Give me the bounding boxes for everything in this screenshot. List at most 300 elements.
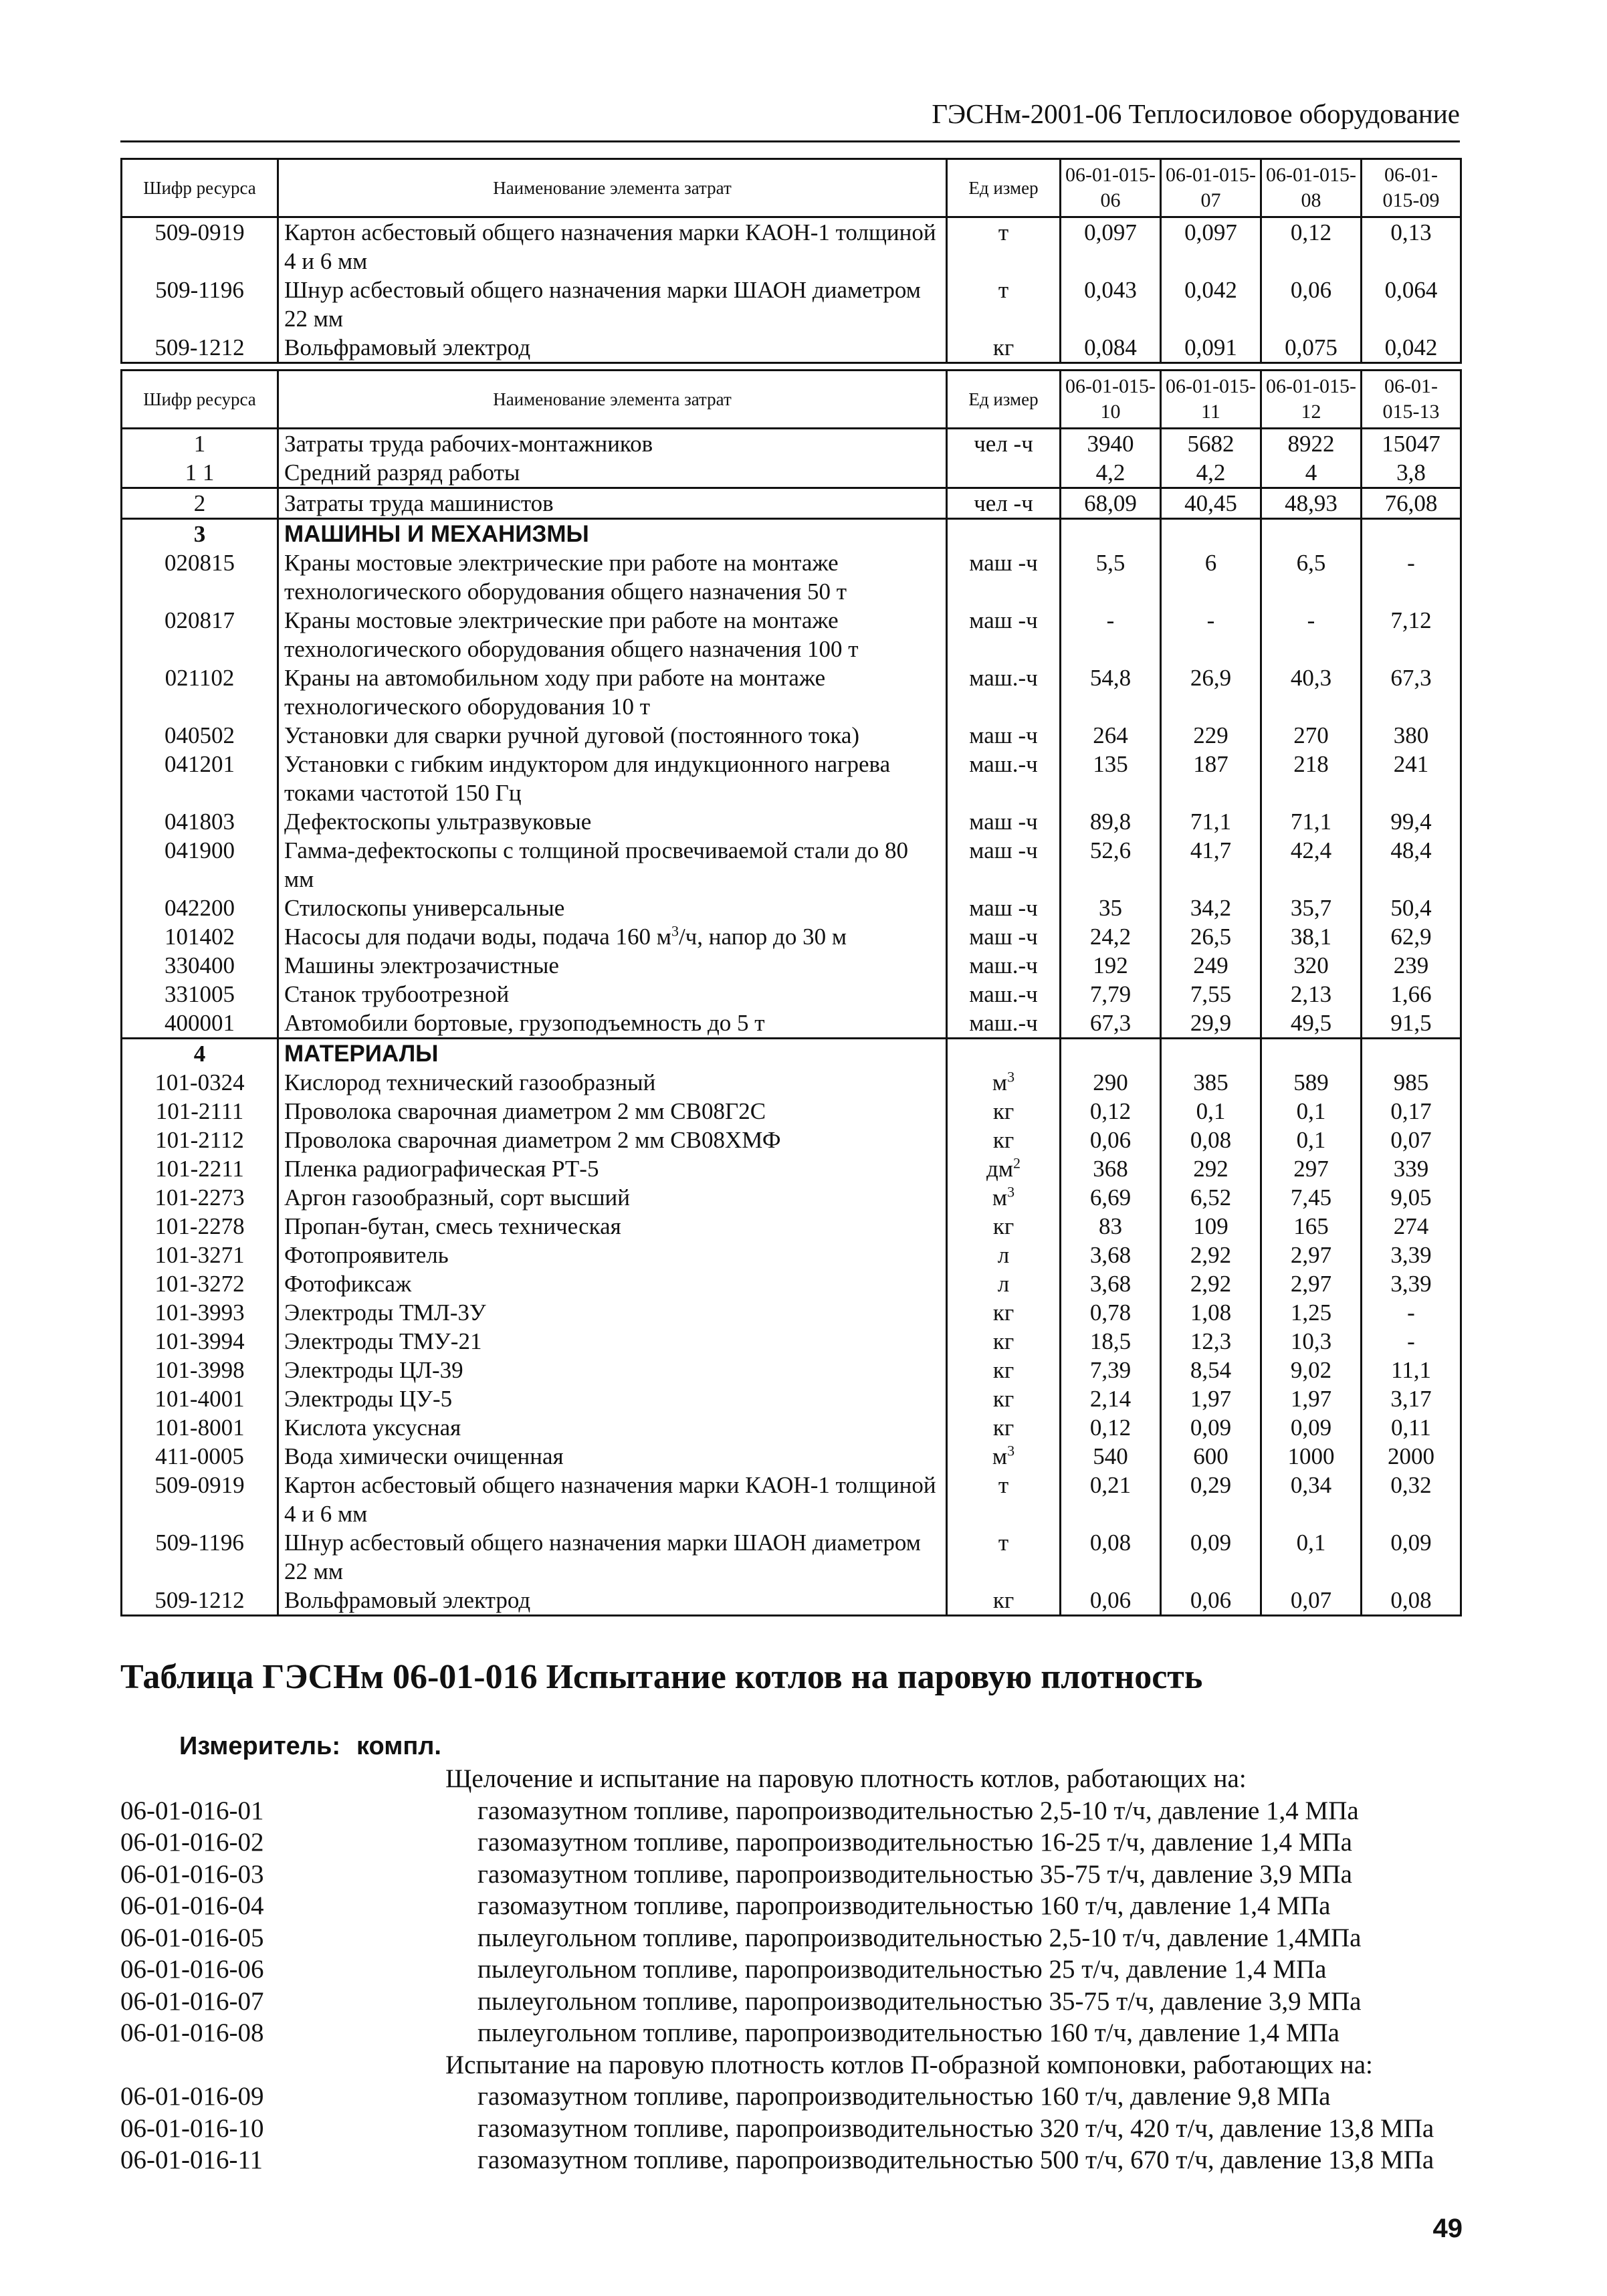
- name-cell: Автомобили бортовые, грузоподъемность до 5 т: [278, 1009, 947, 1039]
- value-cell: 2,97: [1261, 1269, 1362, 1298]
- value-cell: 0,043: [1061, 276, 1161, 333]
- value-cell: 274: [1362, 1212, 1461, 1241]
- list-item: [120, 2144, 1478, 2176]
- value-cell: 71,1: [1261, 807, 1362, 836]
- value-cell: 7,45: [1261, 1183, 1362, 1212]
- value-cell: 2,92: [1161, 1269, 1261, 1298]
- code-cell: 101-4001: [122, 1384, 278, 1413]
- name-cell: Установки с гибким индуктором для индукционного нагрева токами частотой 150 Гц: [278, 750, 947, 807]
- value-cell: 62,9: [1362, 922, 1461, 951]
- value-cell: 0,78: [1061, 1298, 1161, 1327]
- table-row: [122, 807, 1461, 836]
- unit-cell: кг: [947, 1126, 1061, 1154]
- header-col-1: 06-01-015-10: [1061, 371, 1161, 429]
- value-cell: 24,2: [1061, 922, 1161, 951]
- item-code: 06-01-016-01: [120, 1796, 264, 1825]
- name-cell: Электроды ЦУ-5: [278, 1384, 947, 1413]
- value-cell: 0,13: [1362, 217, 1461, 276]
- item-description: газомазутном топливе, паропроизводительностью 160 т/ч, давление 9,8 МПа: [477, 2082, 1331, 2111]
- value-cell: 12,3: [1161, 1327, 1261, 1356]
- value-cell: 42,4: [1261, 836, 1362, 894]
- table-row: [122, 1586, 1461, 1616]
- value-cell: 5682: [1161, 429, 1261, 459]
- header-code: Шифр ресурса: [122, 371, 278, 429]
- unit-cell: маш -ч: [947, 721, 1061, 750]
- value-cell: -: [1362, 1298, 1461, 1327]
- value-cell: 292: [1161, 1154, 1261, 1183]
- value-cell: 600: [1161, 1442, 1261, 1471]
- table-row: [122, 1126, 1461, 1154]
- name-cell: Электроды ТМУ-21: [278, 1327, 947, 1356]
- value-cell: 7,55: [1161, 980, 1261, 1009]
- value-cell: 1,97: [1161, 1384, 1261, 1413]
- code-cell: 042200: [122, 894, 278, 922]
- value-cell: 10,3: [1261, 1327, 1362, 1356]
- table-row: [122, 1413, 1461, 1442]
- value-cell: 40,45: [1161, 488, 1261, 519]
- value-cell: 0,09: [1261, 1413, 1362, 1442]
- value-cell: 41,7: [1161, 836, 1261, 894]
- unit-cell: маш.-ч: [947, 1009, 1061, 1039]
- list-item: [120, 2017, 1478, 2049]
- value-cell: 6,5: [1261, 548, 1362, 606]
- unit-cell: кг: [947, 333, 1061, 363]
- value-cell: 38,1: [1261, 922, 1362, 951]
- value-cell: 0,12: [1061, 1097, 1161, 1126]
- name-cell: Проволока сварочная диаметром 2 мм СВ08Г2С: [278, 1097, 947, 1126]
- unit-cell: $дм^2$: [947, 1154, 1061, 1183]
- value-cell: 6,52: [1161, 1183, 1261, 1212]
- list-item: [120, 1954, 1478, 1986]
- code-cell: 509-1212: [122, 333, 278, 363]
- value-cell: 1,08: [1161, 1298, 1261, 1327]
- name-cell: Картон асбестовый общего назначения марки КАОН-1 толщиной 4 и 6 мм: [278, 217, 947, 276]
- value-cell: 135: [1061, 750, 1161, 807]
- code-cell: 101-8001: [122, 1413, 278, 1442]
- table-row: [122, 721, 1461, 750]
- code-cell: 2: [122, 488, 278, 519]
- table-row: [122, 951, 1461, 980]
- code-cell: 101-2273: [122, 1183, 278, 1212]
- item-code: 06-01-016-10: [120, 2113, 264, 2143]
- value-cell: [1362, 1039, 1461, 1069]
- code-cell: 3: [122, 519, 278, 549]
- page-number: 49: [1432, 2214, 1463, 2243]
- unit-cell: [947, 519, 1061, 549]
- header-col-3: 06-01-015-08: [1261, 159, 1362, 217]
- table-row: [122, 1471, 1461, 1528]
- value-cell: 165: [1261, 1212, 1362, 1241]
- value-cell: 11,1: [1362, 1356, 1461, 1384]
- value-cell: 290: [1061, 1068, 1161, 1097]
- value-cell: 3940: [1061, 429, 1161, 459]
- value-cell: 5,5: [1061, 548, 1161, 606]
- value-cell: 0,09: [1161, 1413, 1261, 1442]
- value-cell: 3,39: [1362, 1269, 1461, 1298]
- header-name: Наименование элемента затрат: [278, 159, 947, 217]
- item-description: газомазутном топливе, паропроизводительностью 500 т/ч, 670 т/ч, давление 13,8 МПа: [477, 2146, 1434, 2174]
- unit-cell: кг: [947, 1097, 1061, 1126]
- value-cell: 8922: [1261, 429, 1362, 459]
- item-code: 06-01-016-07: [120, 1986, 264, 2016]
- code-cell: 330400: [122, 951, 278, 980]
- code-cell: 1: [122, 429, 278, 459]
- value-cell: 34,2: [1161, 894, 1261, 922]
- value-cell: 187: [1161, 750, 1261, 807]
- value-cell: 99,4: [1362, 807, 1461, 836]
- item-code: 06-01-016-08: [120, 2018, 264, 2047]
- name-cell: Затраты труда рабочих-монтажников: [278, 429, 947, 459]
- value-cell: 0,29: [1161, 1471, 1261, 1528]
- code-cell: 509-1196: [122, 276, 278, 333]
- value-cell: 0,08: [1161, 1126, 1261, 1154]
- value-cell: 385: [1161, 1068, 1261, 1097]
- name-cell: Машины электрозачистные: [278, 951, 947, 980]
- name-cell: Проволока сварочная диаметром 2 мм СВ08ХМФ: [278, 1126, 947, 1154]
- unit-cell: $м^3$: [947, 1442, 1061, 1471]
- value-cell: 0,042: [1362, 333, 1461, 363]
- code-cell: 509-1212: [122, 1586, 278, 1616]
- value-cell: 0,06: [1061, 1586, 1161, 1616]
- unit-cell: маш.-ч: [947, 750, 1061, 807]
- header-col-3: 06-01-015-12: [1261, 371, 1362, 429]
- value-cell: [1261, 1039, 1362, 1069]
- value-cell: 0,1: [1261, 1097, 1362, 1126]
- value-cell: 48,4: [1362, 836, 1461, 894]
- value-cell: 0,09: [1161, 1528, 1261, 1586]
- table-row: [122, 1384, 1461, 1413]
- value-cell: 540: [1061, 1442, 1161, 1471]
- value-cell: 0,064: [1362, 276, 1461, 333]
- name-cell: Затраты труда машинистов: [278, 488, 947, 519]
- item-code: 06-01-016-02: [120, 1828, 264, 1857]
- value-cell: -: [1362, 548, 1461, 606]
- unit-cell: л: [947, 1241, 1061, 1269]
- value-cell: 229: [1161, 721, 1261, 750]
- value-cell: 264: [1061, 721, 1161, 750]
- code-cell: 020817: [122, 606, 278, 663]
- code-cell: 101-3994: [122, 1327, 278, 1356]
- value-cell: 320: [1261, 951, 1362, 980]
- table-row: [122, 1068, 1461, 1097]
- value-cell: 589: [1261, 1068, 1362, 1097]
- meter-line: [179, 1732, 441, 1761]
- name-cell: Фотофиксаж: [278, 1269, 947, 1298]
- code-cell: 040502: [122, 721, 278, 750]
- value-cell: 18,5: [1061, 1327, 1161, 1356]
- code-cell: 400001: [122, 1009, 278, 1039]
- value-cell: [1061, 1039, 1161, 1069]
- value-cell: 2,97: [1261, 1241, 1362, 1269]
- code-cell: 020815: [122, 548, 278, 606]
- item-code: 06-01-016-05: [120, 1923, 264, 1952]
- value-cell: 241: [1362, 750, 1461, 807]
- value-cell: 6,69: [1061, 1183, 1161, 1212]
- unit-cell: чел -ч: [947, 488, 1061, 519]
- value-cell: 1,66: [1362, 980, 1461, 1009]
- value-cell: 2,14: [1061, 1384, 1161, 1413]
- value-cell: 0,21: [1061, 1471, 1161, 1528]
- value-cell: 0,11: [1362, 1413, 1461, 1442]
- list-item: [120, 1986, 1478, 2018]
- table-row: [122, 1442, 1461, 1471]
- page-header: [120, 91, 1460, 142]
- value-cell: 4: [1261, 458, 1362, 488]
- name-cell: Аргон газообразный, сорт высший: [278, 1183, 947, 1212]
- code-cell: 101-3271: [122, 1241, 278, 1269]
- unit-cell: кг: [947, 1298, 1061, 1327]
- unit-cell: кг: [947, 1212, 1061, 1241]
- code-cell: 101402: [122, 922, 278, 951]
- value-cell: [1261, 519, 1362, 549]
- value-cell: 26,9: [1161, 663, 1261, 721]
- value-cell: 71,1: [1161, 807, 1261, 836]
- table-row: [122, 217, 1461, 276]
- value-cell: 26,5: [1161, 922, 1261, 951]
- code-cell: 041900: [122, 836, 278, 894]
- table-row: [122, 519, 1461, 549]
- value-cell: 1,25: [1261, 1298, 1362, 1327]
- value-cell: 0,08: [1362, 1586, 1461, 1616]
- value-cell: 0,1: [1261, 1126, 1362, 1154]
- value-cell: 67,3: [1061, 1009, 1161, 1039]
- table-title: Таблица ГЭСНм 06-01-016 Испытание котлов на паровую плотность: [120, 1658, 1203, 1696]
- table-row: [122, 980, 1461, 1009]
- value-cell: 0,091: [1161, 333, 1261, 363]
- item-description: газомазутном топливе, паропроизводительностью 16-25 т/ч, давление 1,4 МПа: [477, 1828, 1352, 1857]
- header-title: ГЭСНм-2001-06 Теплосиловое оборудование: [932, 98, 1460, 129]
- meter-value: компл.: [356, 1732, 441, 1760]
- value-cell: 0,097: [1161, 217, 1261, 276]
- value-cell: 339: [1362, 1154, 1461, 1183]
- value-cell: 35: [1061, 894, 1161, 922]
- value-cell: -: [1161, 606, 1261, 663]
- code-list: [120, 1763, 1478, 2176]
- name-cell: Шнур асбестовый общего назначения марки ШАОН диаметром 22 мм: [278, 276, 947, 333]
- table-row: [122, 1183, 1461, 1212]
- name-cell: Краны на автомобильном ходу при работе на монтаже технологического оборудования 10 т: [278, 663, 947, 721]
- unit-cell: $м^3$: [947, 1183, 1061, 1212]
- name-cell: Гамма-дефектоскопы с толщиной просвечиваемой стали до 80 мм: [278, 836, 947, 894]
- value-cell: 3,68: [1061, 1241, 1161, 1269]
- value-cell: 380: [1362, 721, 1461, 750]
- list-item: [120, 1890, 1478, 1922]
- value-cell: 368: [1061, 1154, 1161, 1183]
- value-cell: 0,12: [1061, 1413, 1161, 1442]
- table-row: [122, 1039, 1461, 1069]
- name-cell: МАШИНЫ И МЕХАНИЗМЫ: [278, 519, 947, 549]
- name-cell: Краны мостовые электрические при работе на монтаже технологического оборудования общего назначения 50 т: [278, 548, 947, 606]
- code-cell: 101-3272: [122, 1269, 278, 1298]
- value-cell: 109: [1161, 1212, 1261, 1241]
- value-cell: 1,97: [1261, 1384, 1362, 1413]
- name-cell: Средний разряд работы: [278, 458, 947, 488]
- list-item: [120, 1922, 1478, 1954]
- meter-label: Измеритель:: [179, 1732, 340, 1760]
- header-code: Шифр ресурса: [122, 159, 278, 217]
- unit-cell: [947, 458, 1061, 488]
- value-cell: -: [1362, 1327, 1461, 1356]
- name-cell: Стилоскопы универсальные: [278, 894, 947, 922]
- value-cell: 35,7: [1261, 894, 1362, 922]
- value-cell: 2,92: [1161, 1241, 1261, 1269]
- code-cell: 1 1: [122, 458, 278, 488]
- code-cell: 101-3993: [122, 1298, 278, 1327]
- value-cell: 0,084: [1061, 333, 1161, 363]
- unit-cell: маш.-ч: [947, 980, 1061, 1009]
- value-cell: 48,93: [1261, 488, 1362, 519]
- value-cell: 0,34: [1261, 1471, 1362, 1528]
- name-cell: Вольфрамовый электрод: [278, 1586, 947, 1616]
- name-cell: Электроды ТМЛ-3У: [278, 1298, 947, 1327]
- name-cell: Кислота уксусная: [278, 1413, 947, 1442]
- name-cell: Пропан-бутан, смесь техническая: [278, 1212, 947, 1241]
- value-cell: 7,12: [1362, 606, 1461, 663]
- name-cell: Кислород технический газообразный: [278, 1068, 947, 1097]
- resource-table-2: [120, 369, 1462, 1616]
- table-row: [122, 1327, 1461, 1356]
- name-cell: Электроды ЦЛ-39: [278, 1356, 947, 1384]
- table-row: [122, 1212, 1461, 1241]
- value-cell: 68,09: [1061, 488, 1161, 519]
- table-row: [122, 1528, 1461, 1586]
- table-row: [122, 1154, 1461, 1183]
- name-cell: Насосы для подачи воды, подача 160 $м^3/ч$, напор до 30 м: [278, 922, 947, 951]
- item-code: 06-01-016-03: [120, 1859, 264, 1889]
- value-cell: 0,1: [1161, 1097, 1261, 1126]
- unit-cell: маш.-ч: [947, 951, 1061, 980]
- item-description: пылеугольном топливе, паропроизводительностью 25 т/ч, давление 1,4 МПа: [477, 1955, 1327, 1984]
- value-cell: -: [1061, 606, 1161, 663]
- value-cell: 0,06: [1061, 1126, 1161, 1154]
- value-cell: 91,5: [1362, 1009, 1461, 1039]
- name-cell: Дефектоскопы ультразвуковые: [278, 807, 947, 836]
- value-cell: 2,13: [1261, 980, 1362, 1009]
- name-cell: Установки для сварки ручной дуговой (постоянного тока): [278, 721, 947, 750]
- code-cell: 041803: [122, 807, 278, 836]
- value-cell: 49,5: [1261, 1009, 1362, 1039]
- list-item: [120, 2081, 1478, 2113]
- value-cell: 0,042: [1161, 276, 1261, 333]
- header-col-2: 06-01-015-07: [1161, 159, 1261, 217]
- table-row: [122, 488, 1461, 519]
- value-cell: 89,8: [1061, 807, 1161, 836]
- value-cell: 218: [1261, 750, 1362, 807]
- intro-text: Щелочение и испытание на паровую плотность котлов, работающих на:: [445, 1764, 1247, 1793]
- table-row: [122, 663, 1461, 721]
- unit-cell: маш -ч: [947, 807, 1061, 836]
- value-cell: 40,3: [1261, 663, 1362, 721]
- value-cell: 249: [1161, 951, 1261, 980]
- value-cell: 297: [1261, 1154, 1362, 1183]
- code-cell: 041201: [122, 750, 278, 807]
- list-item: [120, 1859, 1478, 1891]
- table-row: [122, 548, 1461, 606]
- value-cell: 67,3: [1362, 663, 1461, 721]
- unit-cell: т: [947, 1471, 1061, 1528]
- unit-cell: кг: [947, 1356, 1061, 1384]
- value-cell: 0,07: [1362, 1126, 1461, 1154]
- table-row: [122, 1241, 1461, 1269]
- code-cell: 101-2211: [122, 1154, 278, 1183]
- value-cell: [1161, 1039, 1261, 1069]
- table-row: [122, 836, 1461, 894]
- unit-cell: л: [947, 1269, 1061, 1298]
- item-description: пылеугольном топливе, паропроизводительностью 160 т/ч, давление 1,4 МПа: [477, 2018, 1340, 2047]
- code-cell: 331005: [122, 980, 278, 1009]
- value-cell: 4,2: [1061, 458, 1161, 488]
- name-cell: Шнур асбестовый общего назначения марки ШАОН диаметром 22 мм: [278, 1528, 947, 1586]
- value-cell: -: [1261, 606, 1362, 663]
- value-cell: 3,8: [1362, 458, 1461, 488]
- value-cell: 54,8: [1061, 663, 1161, 721]
- value-cell: [1362, 519, 1461, 549]
- intro-text: Испытание на паровую плотность котлов П-образной компоновки, работающих на:: [445, 2050, 1373, 2079]
- unit-cell: [947, 1039, 1061, 1069]
- item-description: газомазутном топливе, паропроизводительностью 160 т/ч, давление 1,4 МПа: [477, 1891, 1331, 1920]
- item-code: 06-01-016-06: [120, 1955, 264, 1984]
- code-cell: 021102: [122, 663, 278, 721]
- header-col-4: 06-01-015-09: [1362, 159, 1461, 217]
- unit-cell: кг: [947, 1413, 1061, 1442]
- value-cell: 8,54: [1161, 1356, 1261, 1384]
- unit-cell: маш.-ч: [947, 663, 1061, 721]
- value-cell: 3,39: [1362, 1241, 1461, 1269]
- item-code: 06-01-016-09: [120, 2082, 264, 2111]
- table-row: [122, 894, 1461, 922]
- name-cell: МАТЕРИАЛЫ: [278, 1039, 947, 1069]
- code-cell: 101-2278: [122, 1212, 278, 1241]
- code-cell: 101-2111: [122, 1097, 278, 1126]
- value-cell: 239: [1362, 951, 1461, 980]
- table-row: [122, 922, 1461, 951]
- table-row: [122, 1009, 1461, 1039]
- value-cell: 270: [1261, 721, 1362, 750]
- name-cell: Вольфрамовый электрод: [278, 333, 947, 363]
- code-cell: 101-3998: [122, 1356, 278, 1384]
- value-cell: 6: [1161, 548, 1261, 606]
- item-description: пылеугольном топливе, паропроизводительностью 2,5-10 т/ч, давление 1,4МПа: [477, 1923, 1362, 1952]
- item-description: газомазутном топливе, паропроизводительностью 2,5-10 т/ч, давление 1,4 МПа: [477, 1796, 1359, 1825]
- value-cell: 2000: [1362, 1442, 1461, 1471]
- value-cell: [1161, 519, 1261, 549]
- header-name: Наименование элемента затрат: [278, 371, 947, 429]
- list-item: [120, 1795, 1478, 1827]
- item-description: газомазутном топливе, паропроизводительностью 35-75 т/ч, давление 3,9 МПа: [477, 1859, 1352, 1889]
- value-cell: 0,06: [1261, 276, 1362, 333]
- unit-cell: кг: [947, 1327, 1061, 1356]
- table-row: [122, 276, 1461, 333]
- table-row: [122, 606, 1461, 663]
- unit-cell: т: [947, 1528, 1061, 1586]
- header-col-4: 06-01-015-13: [1362, 371, 1461, 429]
- item-code: 06-01-016-04: [120, 1891, 264, 1920]
- value-cell: 192: [1061, 951, 1161, 980]
- header-col-2: 06-01-015-11: [1161, 371, 1261, 429]
- value-cell: 0,07: [1261, 1586, 1362, 1616]
- value-cell: 7,79: [1061, 980, 1161, 1009]
- list-item: [120, 1827, 1478, 1859]
- code-cell: 509-1196: [122, 1528, 278, 1586]
- value-cell: 15047: [1362, 429, 1461, 459]
- value-cell: 0,32: [1362, 1471, 1461, 1528]
- header-col-1: 06-01-015-06: [1061, 159, 1161, 217]
- resource-table-1: [120, 158, 1462, 364]
- value-cell: 9,05: [1362, 1183, 1461, 1212]
- value-cell: 52,6: [1061, 836, 1161, 894]
- value-cell: 1000: [1261, 1442, 1362, 1471]
- value-cell: 9,02: [1261, 1356, 1362, 1384]
